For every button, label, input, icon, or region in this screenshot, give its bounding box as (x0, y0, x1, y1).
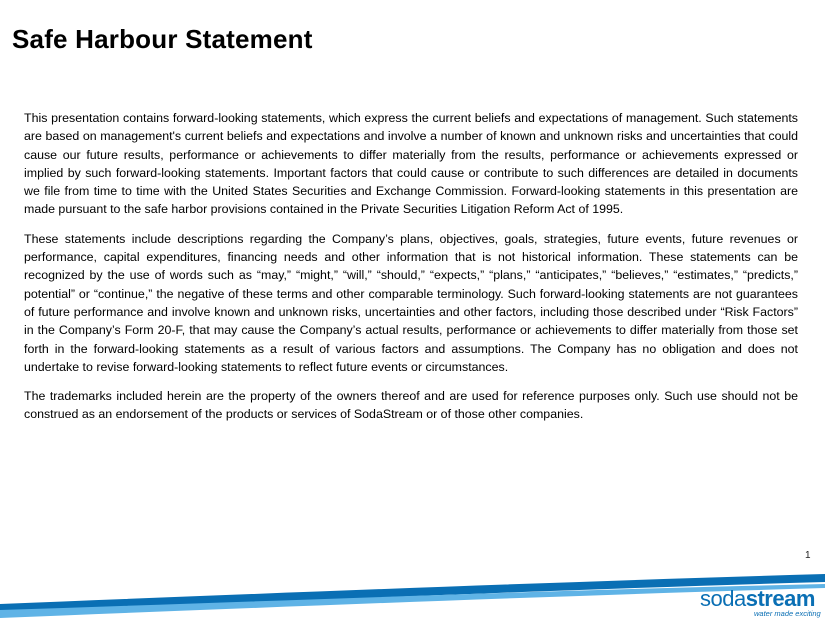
logo-text-stream: stream (745, 586, 815, 611)
paragraph-statement-descriptions: These statements include descriptions regarding the Company’s plans, objectives, goals, strategies, future events, future revenues or performance, capital expenditures, financing needs and other information that is not historical information. These statements can be recognized by the use of words such as “may,” “might,” “will,” “should,” “expects,” “plans,” “anticipates,” “believes,” “estimates,” “predicts,” potential” or “continue,” the negative of these terms and other comparable terminology. Such forward-looking statements are not guarantees of future performance and involve known and unknown risks, uncertainties and other factors, including those described under “Risk Factors” in the Company’s Form 20-F, that may cause the Company’s actual results, performance or achievements to differ materially from those set forth in the forward-looking statements as a result of various factors and assumptions. The Company has no obligation and does not undertake to revise forward-looking statements to reflect future events or circumstances. (24, 231, 798, 374)
logo-text-soda: soda (700, 586, 746, 611)
page-title: Safe Harbour Statement (12, 24, 313, 54)
paragraph-forward-looking: This presentation contains forward-looking statements, which express the current beliefs and expectations of management. Such statements are based on management's current beliefs and expectations and involve a number of known and unknown risks and uncertainties that could cause our future results, performance or achievements to differ materially from the results, performance or achievements expressed or implied by such forward-looking statements. Important factors that could cause or contribute to such differences are detailed in documents we file from time to time with the United States Securities and Exchange Commission. Forward-looking statements in this presentation are made pursuant to the safe harbor provisions contained in the Private Securities Litigation Reform Act of 1995. (24, 111, 798, 217)
logo-tagline: water made exciting (754, 609, 821, 618)
paragraph-trademarks: The trademarks included herein are the property of the owners thereof and are used for reference purposes only. Such use should not be construed as an endorsement of the products or services of SodaStream or of those other companies. (24, 389, 798, 422)
page-number: 1 (805, 550, 811, 561)
statement-body (24, 109, 798, 435)
